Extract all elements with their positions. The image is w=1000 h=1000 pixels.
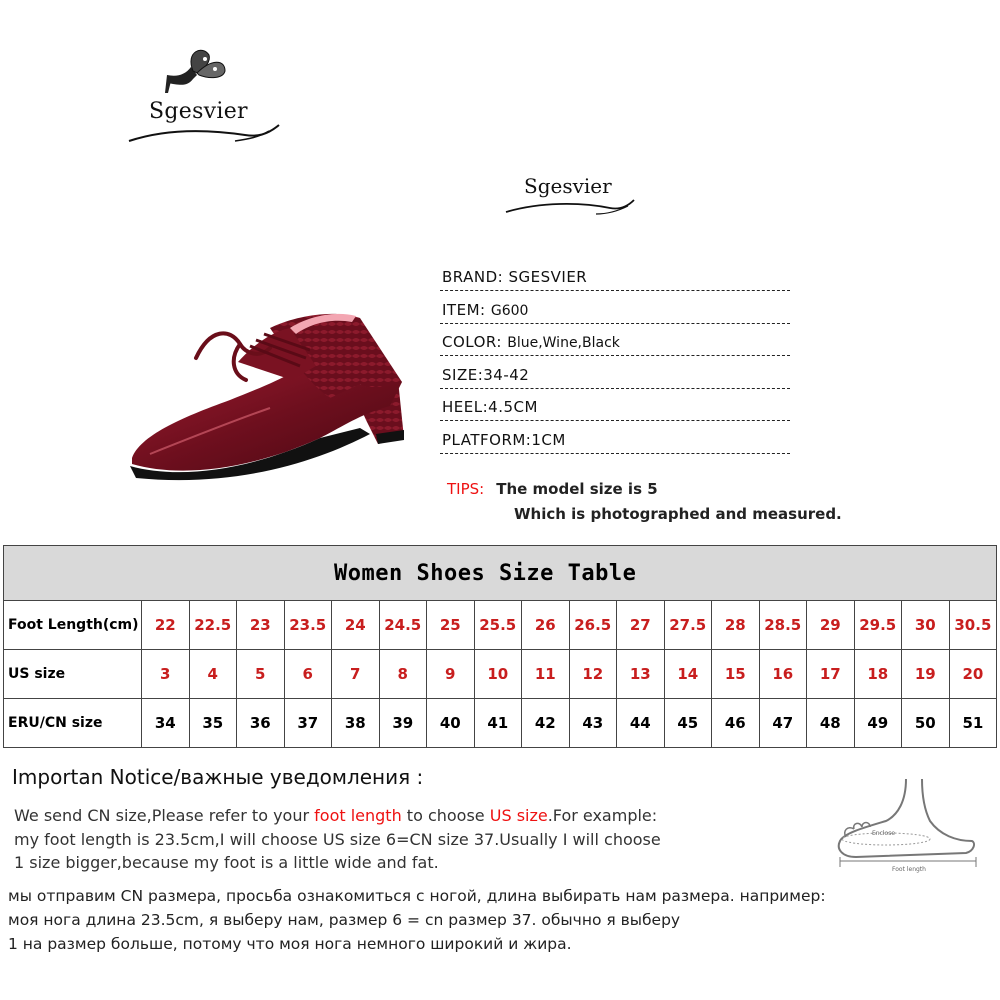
table-cell: 44 xyxy=(617,699,665,748)
table-cell: 46 xyxy=(712,699,760,748)
spec-item xyxy=(440,301,800,334)
table-cell: 34 xyxy=(142,699,190,748)
brand-logo-small-text: Sgesvier xyxy=(524,174,612,198)
table-cell: 26 xyxy=(522,601,570,650)
table-cell: 30.5 xyxy=(949,601,997,650)
tips-label: TIPS: xyxy=(447,480,485,498)
spec-heel-label: HEEL: xyxy=(442,398,489,416)
spec-color xyxy=(440,333,800,366)
table-row xyxy=(4,699,997,748)
spec-platform-label: PLATFORM: xyxy=(442,430,532,449)
table-cell: 10 xyxy=(474,650,522,699)
table-cell: 28 xyxy=(712,601,760,650)
size-table-title: Women Shoes Size Table xyxy=(4,546,997,601)
notice-text: .For example: xyxy=(547,806,658,825)
notice-russian xyxy=(8,884,826,956)
foot-length-label: Foot length xyxy=(892,866,926,873)
table-cell: 50 xyxy=(902,699,950,748)
divider xyxy=(440,388,790,389)
table-cell: 23.5 xyxy=(284,601,332,650)
spec-list xyxy=(440,268,800,463)
notice-text: We send CN size,Please refer to your xyxy=(14,806,315,825)
spec-heel-value: 4.5CM xyxy=(488,398,538,416)
table-cell: 25 xyxy=(427,601,475,650)
spec-color-label: COLOR: xyxy=(442,333,502,351)
spec-brand-value: SGESVIER xyxy=(508,268,588,286)
table-cell: 15 xyxy=(712,650,760,699)
table-cell: 3 xyxy=(142,650,190,699)
table-cell: 23 xyxy=(237,601,285,650)
table-cell: 24.5 xyxy=(379,601,427,650)
notice-text: to choose xyxy=(401,806,490,825)
table-cell: 28.5 xyxy=(759,601,807,650)
table-cell: 18 xyxy=(854,650,902,699)
table-cell: 13 xyxy=(617,650,665,699)
brand-logo-text: Sgesvier xyxy=(149,99,248,124)
table-cell: 38 xyxy=(332,699,380,748)
table-cell: 19 xyxy=(902,650,950,699)
highlight-foot-length: foot length xyxy=(314,806,402,825)
table-cell: 25.5 xyxy=(474,601,522,650)
table-cell: 49 xyxy=(854,699,902,748)
table-cell: 30 xyxy=(902,601,950,650)
divider xyxy=(440,323,790,324)
notice-english xyxy=(14,804,661,875)
divider xyxy=(440,355,790,356)
table-cell: 37 xyxy=(284,699,332,748)
table-cell: 14 xyxy=(664,650,712,699)
spec-item-label: ITEM: xyxy=(442,300,486,319)
table-cell: 11 xyxy=(522,650,570,699)
spec-brand-label: BRAND: xyxy=(442,268,504,286)
size-table xyxy=(3,545,997,748)
enclose-label: Enclose xyxy=(872,830,896,837)
table-cell: 41 xyxy=(474,699,522,748)
row-header: US size xyxy=(4,650,142,699)
spec-size-label: SIZE: xyxy=(442,365,484,384)
table-cell: 43 xyxy=(569,699,617,748)
table-cell: 29.5 xyxy=(854,601,902,650)
foot-measure-diagram xyxy=(826,775,986,875)
tips-line2: Which is photographed and measured. xyxy=(514,505,842,523)
table-cell: 40 xyxy=(427,699,475,748)
table-cell: 45 xyxy=(664,699,712,748)
table-cell: 22 xyxy=(142,601,190,650)
table-cell: 22.5 xyxy=(189,601,237,650)
table-cell: 27 xyxy=(617,601,665,650)
spec-size xyxy=(440,366,800,399)
spec-heel xyxy=(440,398,800,431)
divider xyxy=(440,453,790,454)
table-cell: 4 xyxy=(189,650,237,699)
notice-ru-line1: мы отправим CN размера, просьба ознакомиться с ногой, длина выбирать нам размера. например: xyxy=(8,887,826,905)
table-cell: 20 xyxy=(949,650,997,699)
spec-brand xyxy=(440,268,800,301)
table-cell: 51 xyxy=(949,699,997,748)
table-cell: 36 xyxy=(237,699,285,748)
table-cell: 48 xyxy=(807,699,855,748)
tips xyxy=(447,480,658,498)
spec-color-value: Blue,Wine,Black xyxy=(507,335,620,351)
table-cell: 29 xyxy=(807,601,855,650)
notice-ru-line2: моя нога длина 23.5cm, я выберу нам, размер 6 = cn размер 37. обычно я выберу xyxy=(8,911,681,929)
table-cell: 17 xyxy=(807,650,855,699)
notice-en-line3: 1 size bigger,because my foot is a little wide and fat. xyxy=(14,853,439,872)
table-cell: 42 xyxy=(522,699,570,748)
notice-en-line1 xyxy=(14,804,661,828)
tips-line1: The model size is 5 xyxy=(496,480,658,498)
table-cell: 12 xyxy=(569,650,617,699)
table-row xyxy=(4,650,997,699)
table-cell: 47 xyxy=(759,699,807,748)
product-image xyxy=(120,288,430,498)
notice-en-line2: my foot length is 23.5cm,I will choose US size 6=CN size 37.Usually I will choose xyxy=(14,829,661,849)
table-cell: 39 xyxy=(379,699,427,748)
spec-item-value: G600 xyxy=(490,302,529,319)
brand-logo-small xyxy=(500,172,640,222)
table-cell: 35 xyxy=(189,699,237,748)
table-cell: 16 xyxy=(759,650,807,699)
table-cell: 6 xyxy=(284,650,332,699)
table-cell: 5 xyxy=(237,650,285,699)
row-header: Foot Length(cm) xyxy=(4,601,142,650)
table-cell: 8 xyxy=(379,650,427,699)
highlight-us-size: US size xyxy=(489,806,548,825)
spec-platform-value: 1CM xyxy=(531,430,566,449)
table-row xyxy=(4,601,997,650)
notice-title: Importan Notice/важные уведомления : xyxy=(12,765,424,789)
table-cell: 24 xyxy=(332,601,380,650)
notice-ru-line3: 1 на размер больше, потому что моя нога немного широкий и жира. xyxy=(8,935,572,953)
table-cell: 27.5 xyxy=(664,601,712,650)
divider xyxy=(440,290,790,291)
spec-platform xyxy=(440,431,800,464)
table-cell: 9 xyxy=(427,650,475,699)
brand-logo xyxy=(125,45,285,155)
table-cell: 26.5 xyxy=(569,601,617,650)
row-header: ERU/CN size xyxy=(4,699,142,748)
divider xyxy=(440,420,790,421)
table-cell: 7 xyxy=(332,650,380,699)
spec-size-value: 34-42 xyxy=(483,365,530,384)
